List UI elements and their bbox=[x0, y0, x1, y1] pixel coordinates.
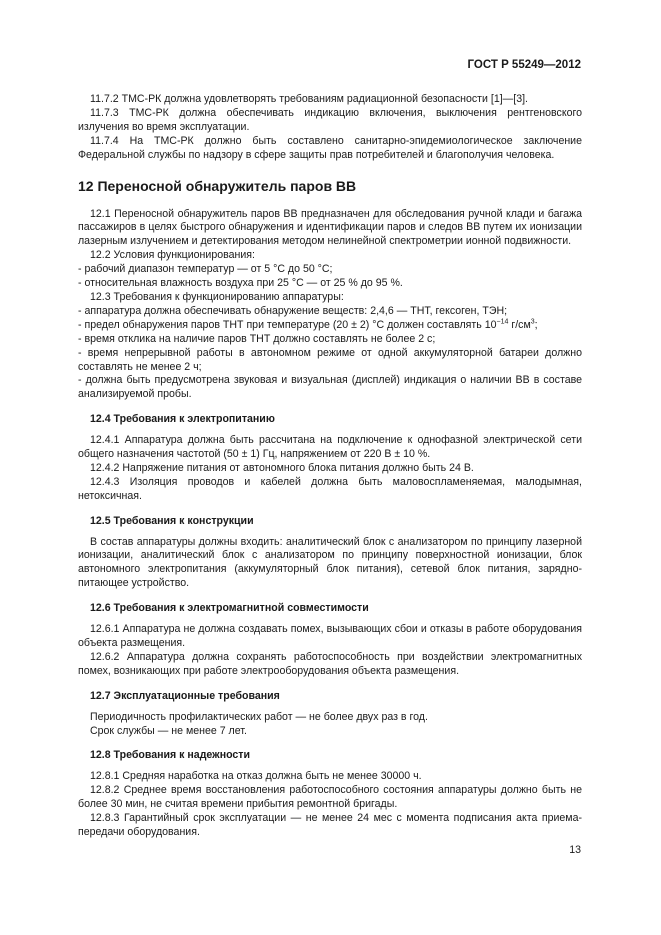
paragraph-12-5: В состав аппаратуры должны входить: аналитический блок с анализатором по принципу лазерной ионизации, аналитический блок с анализатором по принципу поверхностной ионизации, блок автономного электропитания (аккумуляторный блок питания), сетевой блок питания, зарядно-питающее устройство. bbox=[78, 535, 582, 590]
list-item: - время непрерывной работы в автономном режиме от одной аккумуляторной батареи должно составлять не менее 2 ч; bbox=[78, 346, 582, 373]
list-item: - рабочий диапазон температур — от 5 °С до 50 °С; bbox=[78, 263, 333, 276]
paragraph-12-7-b: Срок службы — не менее 7 лет. bbox=[90, 724, 247, 737]
list-item: - аппаратура должна обеспечивать обнаружение веществ: 2,4,6 — ТНТ, гексоген, ТЭН; bbox=[78, 304, 508, 317]
paragraph-12-4-1: 12.4.1 Аппаратура должна быть рассчитана на подключение к однофазной электрической сети общего назначения частотой (50 ± 1) Гц, напряжением от 220 В ± 10 %. bbox=[78, 434, 582, 461]
paragraph-12-6-1: 12.6.1 Аппаратура не должна создавать помех, вызывающих сбои и отказы в работе оборудования объекта размещения. bbox=[78, 623, 582, 649]
subsection-12-6-title: 12.6 Требования к электромагнитной совместимости bbox=[90, 602, 369, 615]
subsection-12-5-title: 12.5 Требования к конструкции bbox=[90, 514, 254, 527]
document-body bbox=[78, 93, 582, 840]
paragraph-12-6-2: 12.6.2 Аппаратура должна сохранять работоспособность при воздействии электромагнитных помех, возникающих при работе электрооборудования объекта размещения. bbox=[78, 650, 582, 677]
paragraph-12-1: 12.1 Переносной обнаружитель паров ВВ предназначен для обследования ручной клади и багажа пассажиров в целях быстрого обнаружения и идентификации паров и следов ВВ путем их ионизации лазерным излучением и детектирования методом нелинейной спектрометрии ионной подвижности. bbox=[78, 207, 582, 248]
paragraph-11-7-4: 11.7.4 На ТМС-РК должно быть составлено санитарно-эпидемиологическое заключение Федеральной службы по надзору в сфере защиты прав потребителей и благополучия человека. bbox=[78, 134, 582, 161]
paragraph-11-7-2: 11.7.2 ТМС-РК должна удовлетворять требованиям радиационной безопасности [1]—[3]. bbox=[90, 93, 528, 105]
subsection-12-4-title: 12.4 Требования к электропитанию bbox=[90, 413, 275, 426]
list-item-detection-limit bbox=[78, 319, 582, 333]
standard-header: ГОСТ Р 55249—2012 bbox=[467, 59, 581, 71]
list-item: - относительная влажность воздуха при 25 °С — от 25 % до 95 %. bbox=[78, 277, 403, 290]
paragraph-12-4-3: 12.4.3 Изоляция проводов и кабелей должна быть маловоспламеняемая, малодымная, нетоксичная. bbox=[78, 475, 582, 502]
paragraph-12-3: 12.3 Требования к функционированию аппаратуры: bbox=[90, 290, 344, 303]
list-item: - время отклика на наличие паров ТНТ должно составлять не более 2 с; bbox=[78, 332, 436, 345]
exponent: 3 bbox=[530, 318, 535, 326]
subsection-12-7-title: 12.7 Эксплуатационные требования bbox=[90, 689, 280, 702]
paragraph-12-4-2: 12.4.2 Напряжение питания от автономного блока питания должно быть 24 В. bbox=[90, 461, 474, 474]
section-12-title: 12 Переносной обнаружитель паров ВВ bbox=[78, 177, 357, 194]
paragraph-12-7-a: Периодичность профилактических работ — не более двух раз в год. bbox=[90, 710, 428, 723]
text-span: - предел обнаружения паров ТНТ при температуре (20 ± 2) °С должен составлять 10 bbox=[78, 318, 497, 331]
page-number: 13 bbox=[569, 844, 581, 856]
paragraph-12-8-2: 12.8.2 Среднее время восстановления работоспособного состояния аппаратуры должно быть не более 30 мин, не считая времени прибытия ремонтной бригады. bbox=[78, 784, 582, 811]
paragraph-11-7-3: 11.7.3 ТМС-РК должна обеспечивать индикацию включения, выключения рентгеновского излучения во время эксплуатации. bbox=[78, 106, 582, 133]
paragraph-12-8-3: 12.8.3 Гарантийный срок эксплуатации — не менее 24 мес с момента подписания акта приема-передачи оборудования. bbox=[78, 812, 582, 838]
paragraph-12-2: 12.2 Условия функционирования: bbox=[90, 249, 255, 262]
paragraph-12-8-1: 12.8.1 Средняя наработка на отказ должна быть не менее 30000 ч. bbox=[90, 770, 422, 783]
text-span: г/см bbox=[508, 318, 531, 331]
subsection-12-8-title: 12.8 Требования к надежности bbox=[90, 749, 251, 762]
exponent: −14 bbox=[496, 318, 509, 326]
text-span: ; bbox=[534, 318, 538, 331]
list-item: - должна быть предусмотрена звуковая и визуальная (дисплей) индикация о наличии ВВ в составе анализируемой пробы. bbox=[78, 374, 582, 401]
